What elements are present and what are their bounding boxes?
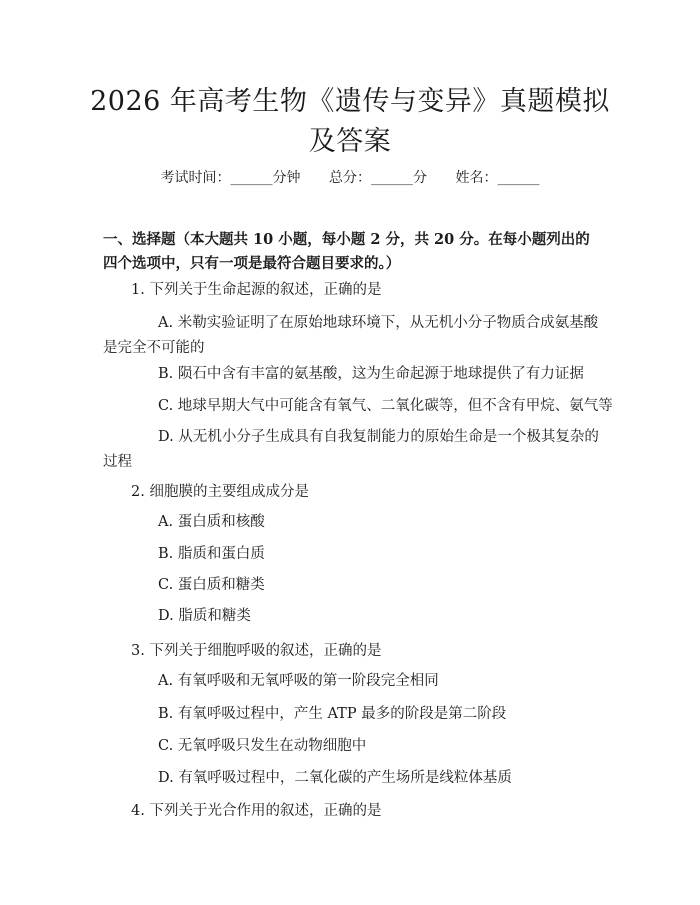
question-option: B. 脂质和蛋白质 xyxy=(158,546,265,562)
question-stem: 2. 细胞膜的主要组成成分是 xyxy=(131,484,309,500)
exam-time-field: 考试时间：______分钟 xyxy=(160,170,301,186)
question-option: D. 从无机小分子生成具有自我复制能力的原始生命是一个极其复杂的过程 xyxy=(103,429,599,470)
question-option: A. 米勒实验证明了在原始地球环境下，从无机小分子物质合成氨基酸是完全不可能的 xyxy=(103,315,599,356)
question-option: C. 蛋白质和糖类 xyxy=(158,577,265,593)
question-stem: 1. 下列关于生命起源的叙述，正确的是 xyxy=(131,282,382,298)
exam-info-line xyxy=(0,168,700,188)
total-score-field: 总分：______分 xyxy=(329,170,427,186)
question-option: D. 脂质和糖类 xyxy=(158,608,251,624)
exam-title: 2026 年高考生物《遗传与变异》真题模拟及答案 xyxy=(90,86,610,157)
question-option: A. 蛋白质和核酸 xyxy=(158,514,265,530)
question-stem: 3. 下列关于细胞呼吸的叙述，正确的是 xyxy=(131,643,382,659)
section-heading-choice: 一、选择题（本大题共 10 小题，每小题 2 分，共 20 分。在每小题列出的四个选项中，只有一项是最符合题目要求的。） xyxy=(103,231,590,272)
question-option: A. 有氧呼吸和无氧呼吸的第一阶段完全相同 xyxy=(158,673,439,689)
question-option: C. 地球早期大气中可能含有氧气、二氧化碳等，但不含有甲烷、氨气等 xyxy=(158,398,613,414)
question-option: B. 陨石中含有丰富的氨基酸，这为生命起源于地球提供了有力证据 xyxy=(158,366,584,382)
question-option: B. 有氧呼吸过程中，产生 ATP 最多的阶段是第二阶段 xyxy=(158,706,507,722)
question-option: D. 有氧呼吸过程中，二氧化碳的产生场所是线粒体基质 xyxy=(158,770,512,786)
student-name-field: 姓名：______ xyxy=(455,170,540,186)
question-option: C. 无氧呼吸只发生在动物细胞中 xyxy=(158,738,367,754)
question-stem: 4. 下列关于光合作用的叙述，正确的是 xyxy=(131,803,382,819)
